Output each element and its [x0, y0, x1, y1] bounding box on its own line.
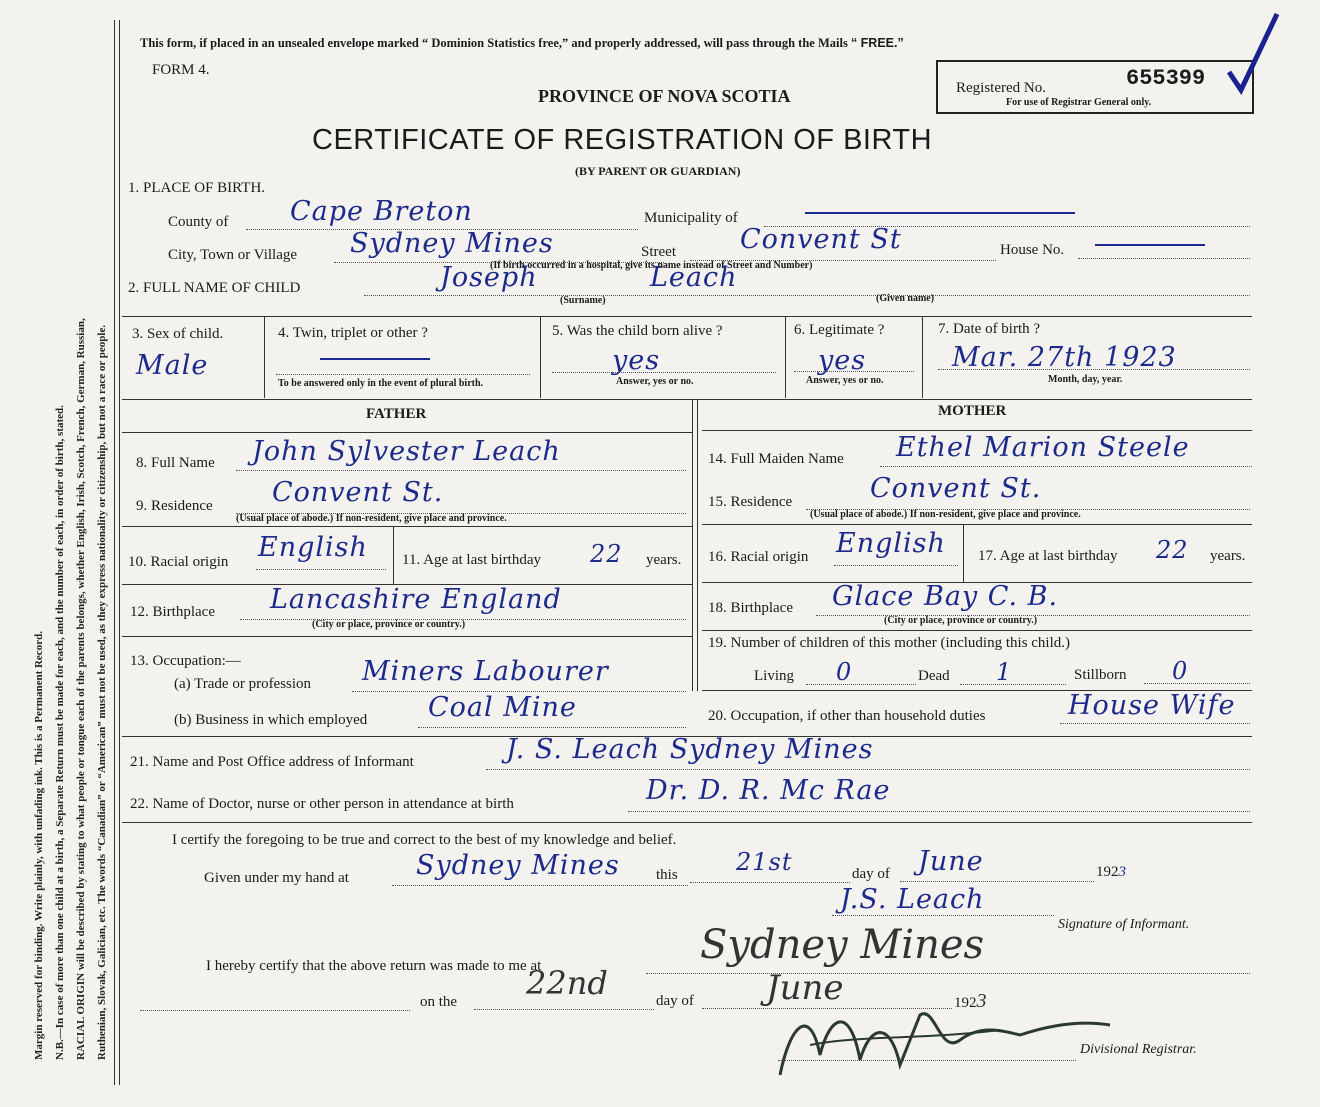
- surname-note: (Surname): [560, 295, 606, 306]
- mother-residence-label: 15. Residence: [708, 494, 793, 510]
- registrar-signature-icon: [770, 985, 1130, 1085]
- given-name-value: Leach: [650, 262, 738, 293]
- day-of-label-2: day of: [656, 993, 694, 1009]
- municipality-label: Municipality of: [644, 210, 738, 226]
- form-number: FORM 4.: [152, 62, 210, 78]
- province-heading: PROVINCE OF NOVA SCOTIA: [538, 86, 791, 106]
- county-value: Cape Breton: [290, 196, 473, 227]
- legit-label: 6. Legitimate ?: [794, 322, 885, 338]
- year-prefix-text: 192: [1096, 864, 1119, 880]
- living-value: 0: [836, 658, 853, 686]
- legit-note: Answer, yes or no.: [806, 375, 884, 386]
- given-month-value: June: [918, 846, 984, 877]
- father-heading: FATHER: [366, 406, 427, 422]
- business-value: Coal Mine: [428, 692, 577, 723]
- father-residence-label: 9. Residence: [136, 498, 213, 514]
- sex-label: 3. Sex of child.: [132, 326, 224, 342]
- living-label: Living: [754, 668, 794, 684]
- certificate-title: CERTIFICATE OF REGISTRATION OF BIRTH: [312, 124, 933, 156]
- dob-value: Mar. 27th 1923: [952, 342, 1177, 373]
- twin-note: To be answered only in the event of plural birth.: [278, 378, 484, 389]
- father-race-label: 10. Racial origin: [128, 554, 229, 570]
- occupation-label: 13. Occupation:—: [130, 653, 241, 669]
- city-value: Sydney Mines: [350, 228, 554, 259]
- divisional-registrar-label: Divisional Registrar.: [1080, 1042, 1197, 1057]
- business-label: (b) Business in which employed: [174, 712, 368, 728]
- year-prefix-label: [1096, 864, 1126, 881]
- mother-occupation-value: House Wife: [1068, 690, 1236, 721]
- dead-value: 1: [996, 658, 1013, 686]
- father-residence-value: Convent St.: [272, 477, 444, 508]
- margin-note-4: Ruthenian, Slovak, Galician, etc. The words “Canadian” or “American” must not be used, as they express nationality or citizenship, but not a race or people.: [96, 324, 108, 1060]
- mother-birthplace-label: 18. Birthplace: [708, 600, 793, 616]
- doctor-label: 22. Name of Doctor, nurse or other person in attendance at birth: [130, 796, 514, 812]
- day-of-label: day of: [852, 866, 890, 882]
- mother-name-label: 14. Full Maiden Name: [708, 451, 844, 467]
- mother-years-label: years.: [1210, 548, 1246, 564]
- certificate-subtitle: (BY PARENT OR GUARDIAN): [575, 164, 741, 178]
- registration-year-suffix: 3: [976, 990, 987, 1012]
- mother-race-value: English: [836, 528, 946, 559]
- this-label: this: [656, 867, 678, 883]
- stillborn-label: Stillborn: [1074, 667, 1127, 683]
- free-label: “ FREE.”: [850, 36, 904, 50]
- alive-label: 5. Was the child born alive ?: [552, 323, 723, 339]
- certify-statement: I certify the foregoing to be true and correct to the best of my knowledge and belief.: [172, 832, 677, 848]
- father-race-value: English: [258, 532, 368, 563]
- margin-note-3: RACIAL ORIGIN will be described by stating to what people or tongue each of the parents belongs, whether English, Irish, Scotch, French, German, Russian,: [75, 318, 87, 1060]
- house-label: House No.: [1000, 242, 1065, 258]
- father-age-label: 11. Age at last birthday: [402, 552, 541, 568]
- doctor-value: Dr. D. R. Mc Rae: [646, 775, 891, 806]
- on-the-label: on the: [420, 994, 458, 1010]
- place-of-birth-label: 1. PLACE OF BIRTH.: [128, 180, 266, 196]
- dead-label: Dead: [918, 668, 950, 684]
- registration-place-value: Sydney Mines: [700, 922, 985, 968]
- twin-label: 4. Twin, triplet or other ?: [278, 325, 428, 341]
- alive-note: Answer, yes or no.: [616, 376, 694, 387]
- registered-note: For use of Registrar General only.: [1006, 97, 1152, 108]
- informant-label: 21. Name and Post Office address of Informant: [130, 754, 414, 770]
- check-mark-icon: [1225, 10, 1280, 95]
- mother-heading: MOTHER: [938, 403, 1007, 419]
- given-day-value: 21st: [736, 848, 793, 876]
- postal-notice: [140, 36, 904, 51]
- given-place-value: Sydney Mines: [416, 850, 620, 881]
- mother-residence-value: Convent St.: [870, 473, 1042, 504]
- father-name-label: 8. Full Name: [136, 455, 215, 471]
- mother-name-value: Ethel Marion Steele: [896, 432, 1190, 463]
- county-label: County of: [168, 214, 229, 230]
- father-age-value: 22: [590, 540, 623, 568]
- mother-birthplace-value: Glace Bay C. B.: [832, 581, 1059, 612]
- trade-label: (a) Trade or profession: [174, 676, 312, 692]
- street-value: Convent St: [740, 224, 902, 255]
- municipality-dash: [805, 212, 1075, 214]
- father-birthplace-value: Lancashire England: [270, 584, 562, 615]
- given-name-note: (Given name): [876, 293, 935, 304]
- children-count-label: 19. Number of children of this mother (including this child.): [708, 635, 1071, 651]
- mother-age-label: 17. Age at last birthday: [978, 548, 1118, 564]
- house-dash: [1095, 244, 1205, 246]
- sex-value: Male: [136, 350, 209, 381]
- father-years-label: years.: [646, 552, 682, 568]
- legit-value: yes: [818, 345, 867, 376]
- mother-residence-note: (Usual place of abode.) If non-resident, give place and province.: [810, 509, 1081, 520]
- dob-note: Month, day, year.: [1048, 374, 1123, 385]
- postal-notice-text: This form, if placed in an unsealed envelope marked “ Dominion Statistics free,” and properly addressed, will pass through the Mails: [140, 36, 848, 50]
- hereby-certify-label: I hereby certify that the above return was made to me at: [206, 958, 542, 974]
- informant-signature: J.S. Leach: [840, 884, 985, 915]
- alive-value: yes: [612, 345, 661, 376]
- street-label: Street: [641, 244, 676, 260]
- city-label: City, Town or Village: [168, 247, 298, 263]
- dob-label: 7. Date of birth ?: [938, 321, 1041, 337]
- father-name-value: John Sylvester Leach: [252, 436, 561, 467]
- twin-dash: [320, 358, 430, 360]
- surname-value: Joseph: [440, 262, 538, 293]
- registered-label: Registered No.: [956, 80, 1046, 96]
- father-birthplace-label: 12. Birthplace: [130, 604, 215, 620]
- registered-box: [936, 60, 1254, 114]
- full-name-label: 2. FULL NAME OF CHILD: [128, 280, 301, 296]
- margin-note-1: Margin reserved for binding. Write plainly, with unfading ink. This is a Permanent Record.: [33, 631, 45, 1060]
- mother-birthplace-note: (City or place, province or country.): [884, 615, 1038, 626]
- year-suffix-value: 3: [1118, 864, 1126, 880]
- father-residence-note: (Usual place of abode.) If non-resident, give place and province.: [236, 513, 507, 524]
- signature-informant-label: Signature of Informant.: [1058, 917, 1190, 932]
- mother-occupation-label: 20. Occupation, if other than household duties: [708, 708, 986, 724]
- mother-age-value: 22: [1156, 536, 1189, 564]
- mother-race-label: 16. Racial origin: [708, 549, 809, 565]
- stillborn-value: 0: [1172, 657, 1189, 685]
- hospital-note: (If birth occurred in a hospital, give its name instead of Street and Number): [490, 260, 813, 271]
- registration-month-value: June: [766, 968, 844, 1008]
- registration-day-value: 22nd: [526, 964, 608, 1002]
- registered-number: 655399: [1126, 66, 1206, 91]
- trade-value: Miners Labourer: [362, 656, 609, 687]
- year-prefix-text-2: 192: [954, 995, 977, 1011]
- given-under-label: Given under my hand at: [204, 870, 349, 886]
- margin-note-2: N.B.—In case of more than one child at a birth, a Separate Return must be made for each, and the number of each, in order of birth, stated.: [54, 405, 66, 1060]
- informant-value: J. S. Leach Sydney Mines: [506, 734, 874, 765]
- father-birthplace-note: (City or place, province or country.): [312, 619, 466, 630]
